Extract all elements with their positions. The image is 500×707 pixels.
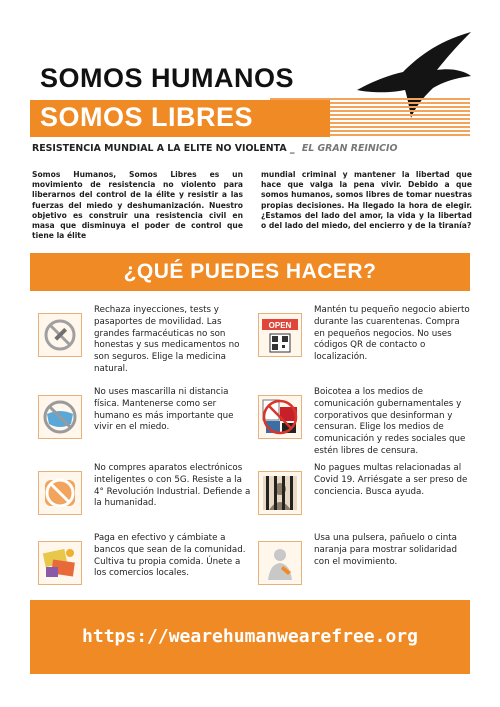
no-syringe-icon: [38, 313, 82, 357]
action-text: No compres aparatos electrónicos inteligentes o con 5G. Resiste a la 4° Revolución Industrial. Defiende a la humanidad.: [94, 463, 251, 509]
subtitle-main: RESISTENCIA MUNDIAL A LA ELITE NO VIOLENTA: [32, 143, 287, 154]
website-link[interactable]: https://wearehumanwearefree.org: [30, 600, 470, 674]
action-text: Usa una pulsera, pañuelo o cinta naranja para mostrar solidaridad con el movimiento.: [314, 533, 458, 567]
action-text: Boicotea a los medios de comunicación gubernamentales y corporativos que desinforman y censuran. Elige los medios de comunicación y redes sociales que estén libres de censura.: [314, 387, 466, 457]
action-text: Paga en efectivo y cámbiate a bancos que sean de la comunidad. Cultiva tu propia comida. Únete a los comercios locales.: [94, 533, 246, 579]
action-item: [258, 533, 473, 585]
action-text: Rechaza inyecciones, tests y pasaportes de movilidad. Las grandes farmacéuticas no son honestas y sus medicamentos no son seguros. Elige la medicina natural.: [94, 305, 240, 375]
orange-ribbon-icon: [258, 541, 302, 585]
title-line2: SOMOS LIBRES: [40, 102, 254, 132]
action-item: [38, 305, 253, 376]
intro-column-1: Somos Humanos, Somos Libres es un movimiento de resistencia no violento para liberarnos del control de la élite y resistir a las fuerzas del miedo y deshumanización. Nuestro objetivo es construir una resistencia civil en masa que disminuya el poder de control que tiene la élite: [32, 170, 243, 241]
intro-column-2: mundial criminal y mantener la libertad que hace que valga la pena vivir. Debido a que somos humanos, somos libres de tomar nuestras propias decisiones. Ha llegado la hora de elegir. ¿Estamos del lado del amor, la vida y la libertad o del lado del miedo, del encierro y de la tiranía?: [261, 170, 472, 230]
open-shop-icon: [258, 313, 302, 357]
action-item: [38, 463, 253, 515]
title-line1: SOMOS HUMANOS: [40, 63, 295, 93]
action-text: Mantén tu pequeño negocio abierto durante las cuarentenas. Compra en pequeños negocios. No uses códigos QR de contacto o localización.: [314, 305, 470, 363]
cash-icon: [38, 541, 82, 585]
subtitle-reinicio: EL GRAN REINICIO: [301, 143, 398, 154]
no-mask-icon: [38, 395, 82, 439]
action-text: No pagues multas relacionadas al Covid 19. Arriésgate a ser preso de conciencia. Busca ayuda.: [314, 463, 468, 497]
no-media-icon: [258, 395, 302, 439]
prison-bars-icon: [258, 471, 302, 515]
cta-banner: ¿QUÉ PUEDES HACER?: [30, 253, 470, 291]
header: [0, 0, 500, 175]
subtitle: [32, 143, 398, 154]
no-5g-icon: [38, 471, 82, 515]
action-item: [258, 463, 473, 515]
action-item: [258, 387, 473, 458]
action-item: [38, 387, 253, 439]
action-item: [258, 305, 473, 364]
open-badge-text: OPEN: [268, 321, 292, 330]
action-text: No uses mascarilla ni distancia física. Mantenerse como ser humano es más importante que vivir en el miedo.: [94, 387, 234, 433]
action-item: [38, 533, 253, 585]
subtitle-separator: _: [289, 143, 295, 154]
intro: [32, 170, 472, 241]
